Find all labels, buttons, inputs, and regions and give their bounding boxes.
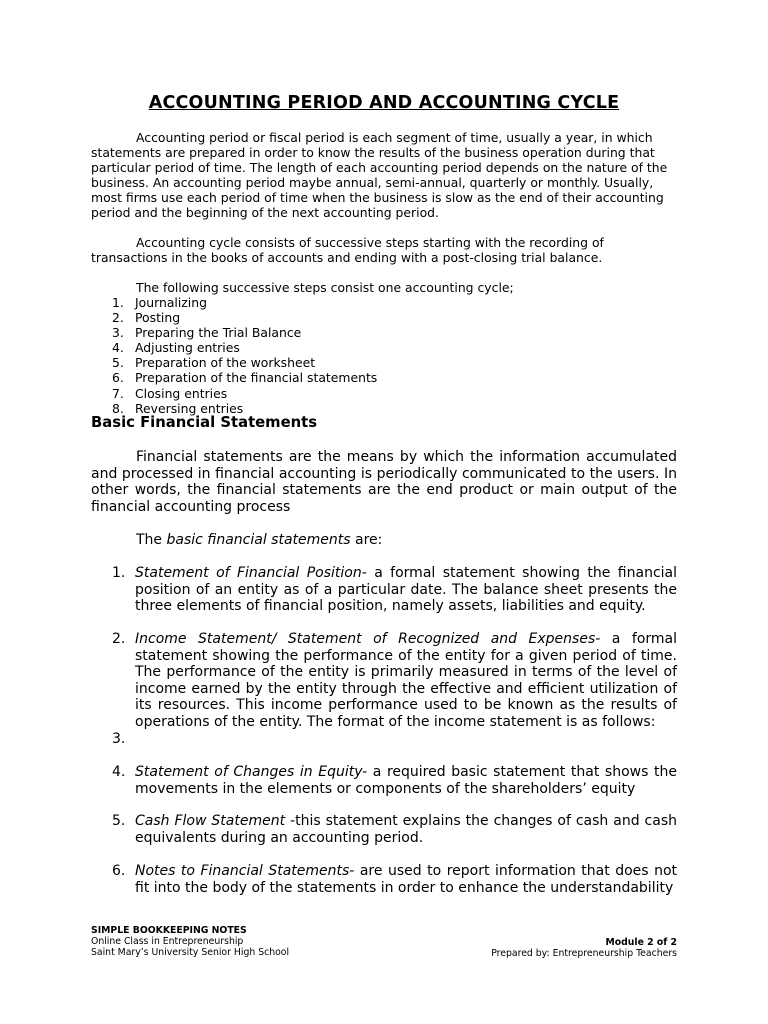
intro-paragraph-3: The following successive steps consist one accounting cycle; [136,280,514,295]
page-title: ACCOUNTING PERIOD AND ACCOUNTING CYCLE [148,93,620,113]
footer-course: Online Class in Entrepreneurship [91,936,244,947]
section-paragraph-2: The basic financial statements are: [136,532,383,548]
list-item: 2. Posting [112,310,181,326]
section-paragraph-1: Financial statements are the means by which the information accumulated and processed in financial accounting is periodically communicated to the users. In other words, the financial statements are the end product or main output of the financial accounting process [91,449,677,515]
list-item: 7. Closing entries [112,385,228,401]
footer-left [91,925,289,958]
list-item: 5. Cash Flow Statement -this statement explains the changes of cash and cash equivalents during an accounting period. [112,813,677,846]
list-item: 3. Preparing the Trial Balance [112,325,302,341]
list-item: 6. Preparation of the financial statements [112,370,378,386]
footer-school: Saint Mary’s University Senior High School [91,947,290,958]
list-item: 8. Reversing entries [112,400,244,416]
list-item: 4. Statement of Changes in Equity- a required basic statement that shows the movements in the elements or components of the shareholders’ equity [112,764,677,797]
footer-prepared-by: Prepared by: Entrepreneurship Teachers [491,948,677,959]
document-page: ACCOUNTING PERIOD AND ACCOUNTING CYCLE Accounting period or fiscal period is each segment of time, usually a year, in which statements are prepared in order to know the results of the business operation during that particular period of time. The length of each accounting period depends on the nature of the business. An accounting period maybe annual, semi-annual, quarterly or monthly. Usually, most firms use each period of time when the business is slow as the end of their accounting period and the beginning of the next accounting period. Accounting cycle consists of successive steps starting with the recording of transactions in the books of accounts and ending with a post-closing trial balance. The following successive steps consist one accounting cycle; 1. Journalizing 2. Posting 3. Preparing the Trial Balance 4. Adjusting entries 5. Preparation of the worksheet 6. Preparation of the financial statements 7. Closing entries 8. Reversing entries Basic Financial Statements Financial statements are the means by which the information accumulated and processed in financial accounting is periodically communicated to the users. In other words, the financial statements are the end product or main output of the financial accounting process The basic financial statements are: 1. Statement of Financial Position- a formal statement showing the financial position of an entity as of a particular date. The balance sheet presents the three elements of financial position, namely assets, liabilities and equity. 2. Income Statement/ Statement of Recognized and Expenses- a formal statement showing the performance of the entity for a given period of time. The performance of the entity is primarily measured in terms of the level of income earned by the entity through the effective and efficient utilization of its resources. This income performance used to be known as the results of operations of the entity. The format of the income statement is as follows: 3. 4. Statement of Changes in Equity- a required basic statement that shows the movements in the elements or components of the shareholders’ equity 5. Cash Flow Statement -this statement explains the changes of cash and cash equivalents during an accounting period. 6. Notes to Financial Statements- are used to report information that does not fit into the body of the statements in order to enhance the understandability SIMPLE BOOKKEEPING NOTES Online Class in Entrepreneurship Saint Mary’s University Senior High School Module 2 of 2 Prepared by: Entrepreneurship Teachers [0,0,768,1024]
footer-module: Module 2 of 2 [605,937,677,948]
list-item: 5. Preparation of the worksheet [112,355,316,371]
list-item: 1. Statement of Financial Position- a formal statement showing the financial position of an entity as of a particular date. The balance sheet presents the three elements of financial position, namely assets, liabilities and equity. [112,565,677,615]
list-item: 2. Income Statement/ Statement of Recognized and Expenses- a formal statement showing the performance of the entity for a given period of time. The performance of the entity is primarily measured in terms of the level of income earned by the entity through the effective and efficient utilization of its resources. This income performance used to be known as the results of operations of the entity. The format of the income statement is as follows: [112,631,677,730]
section-heading: Basic Financial Statements [91,414,318,431]
intro-paragraph-1: Accounting period or fiscal period is each segment of time, usually a year, in which statements are prepared in order to know the results of the business operation during that particular period of time. The length of each accounting period depends on the nature of the business. An accounting period maybe annual, semi-annual, quarterly or monthly. Usually, most firms use each period of time when the business is slow as the end of their accounting period and the beginning of the next accounting period. [91,130,668,221]
list-item: 6. Notes to Financial Statements- are used to report information that does not fit into the body of the statements in order to enhance the understandability [112,863,677,896]
intro-paragraph-2: Accounting cycle consists of successive steps starting with the recording of transactions in the books of accounts and ending with a post-closing trial balance. [91,235,604,266]
footer-right [491,937,677,959]
accounting-cycle-steps [91,295,377,416]
footer-title: SIMPLE BOOKKEEPING NOTES [91,925,247,936]
list-item: 4. Adjusting entries [112,340,240,356]
list-item: 1. Journalizing [112,295,207,310]
